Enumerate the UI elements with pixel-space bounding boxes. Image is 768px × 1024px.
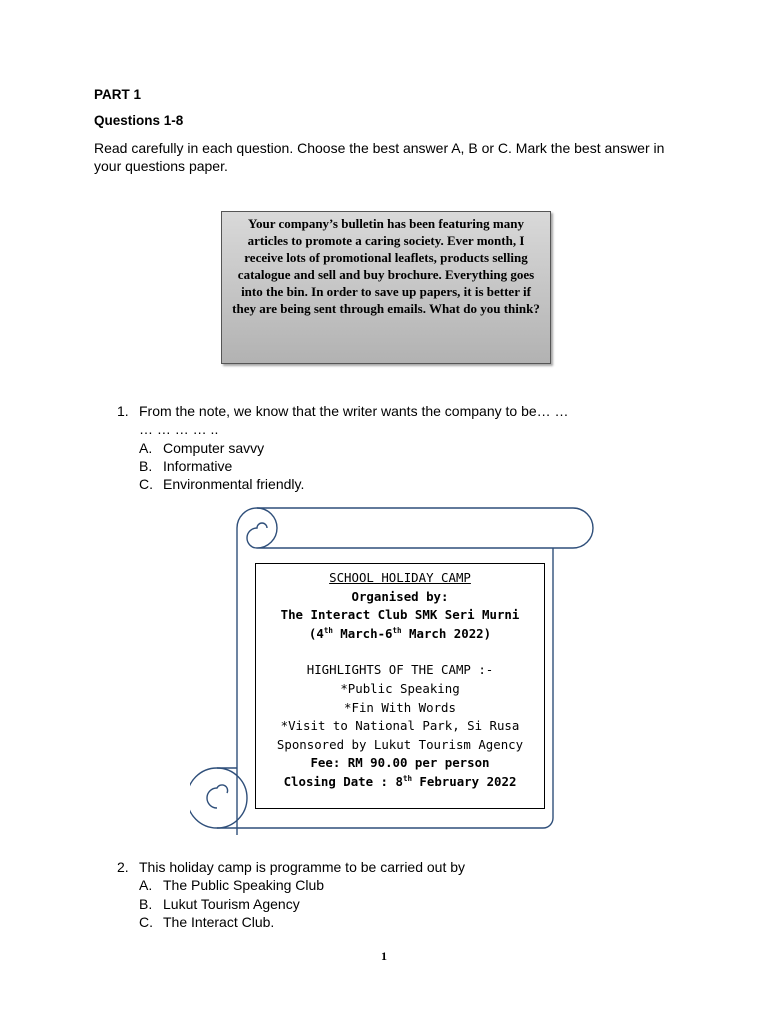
option-text: Lukut Tourism Agency: [163, 895, 300, 912]
note-box: [221, 211, 551, 364]
note-text: Your company’s bulletin has been featuring many articles to promote a caring society. Ever month, I receive lots of promotional leaflets, products selling catalogue and sell and buy brochure. Everything goes into the bin. In order to save up papers, it is better if they are being sent through emails. What do you think?: [232, 216, 540, 316]
option-text: Computer savvy: [163, 439, 265, 456]
question-1-option-a[interactable]: [139, 439, 577, 457]
question-1-number: 1.: [117, 403, 129, 419]
question-1-option-b[interactable]: [139, 457, 577, 475]
question-1-stem: From the note, we know that the writer wants the company to be… … … … … … ..: [139, 403, 569, 438]
camp-poster: [255, 563, 545, 809]
option-letter: A.: [139, 439, 153, 456]
option-letter: C.: [139, 476, 153, 493]
camp-highlight-item: *Visit to National Park, Si Rusa: [280, 718, 520, 734]
camp-highlights-heading: HIGHLIGHTS OF THE CAMP :-: [306, 662, 494, 678]
camp-organiser: The Interact Club SMK Seri Murni: [280, 607, 520, 623]
camp-dates: (4th March-6th March 2022): [308, 625, 492, 641]
instructions-text: Read carefully in each question. Choose the best answer A, B or C. Mark the best answer in your questions paper.: [94, 140, 665, 174]
camp-highlight-item: *Public Speaking: [340, 680, 460, 696]
camp-highlight-item: *Fin With Words: [344, 699, 456, 715]
camp-sponsor: Sponsored by Lukut Tourism Agency: [276, 736, 524, 752]
option-letter: B.: [139, 895, 153, 912]
question-2-option-b[interactable]: [139, 895, 577, 913]
part-heading: PART 1: [94, 87, 142, 102]
question-2-stem: This holiday camp is programme to be carried out by: [139, 859, 466, 875]
option-letter: B.: [139, 457, 153, 474]
page-number: 1: [381, 949, 387, 963]
question-1-option-c[interactable]: [139, 475, 577, 493]
option-text: The Interact Club.: [163, 913, 275, 930]
camp-closing-date: Closing Date : 8th February 2022: [283, 773, 517, 789]
question-2: [117, 858, 577, 931]
question-2-option-c[interactable]: [139, 913, 577, 931]
option-text: Informative: [163, 457, 233, 474]
option-letter: A.: [139, 877, 153, 894]
camp-organised-by: Organised by:: [351, 588, 449, 604]
question-1: [117, 402, 577, 493]
question-2-option-a[interactable]: [139, 876, 577, 894]
question-2-number: 2.: [117, 859, 129, 875]
camp-title: SCHOOL HOLIDAY CAMP: [329, 570, 471, 585]
option-text: The Public Speaking Club: [163, 877, 325, 894]
camp-fee: Fee: RM 90.00 per person: [310, 755, 490, 771]
option-text: Environmental friendly.: [163, 476, 305, 493]
questions-range-heading: Questions 1-8: [94, 113, 184, 128]
option-letter: C.: [139, 913, 153, 930]
